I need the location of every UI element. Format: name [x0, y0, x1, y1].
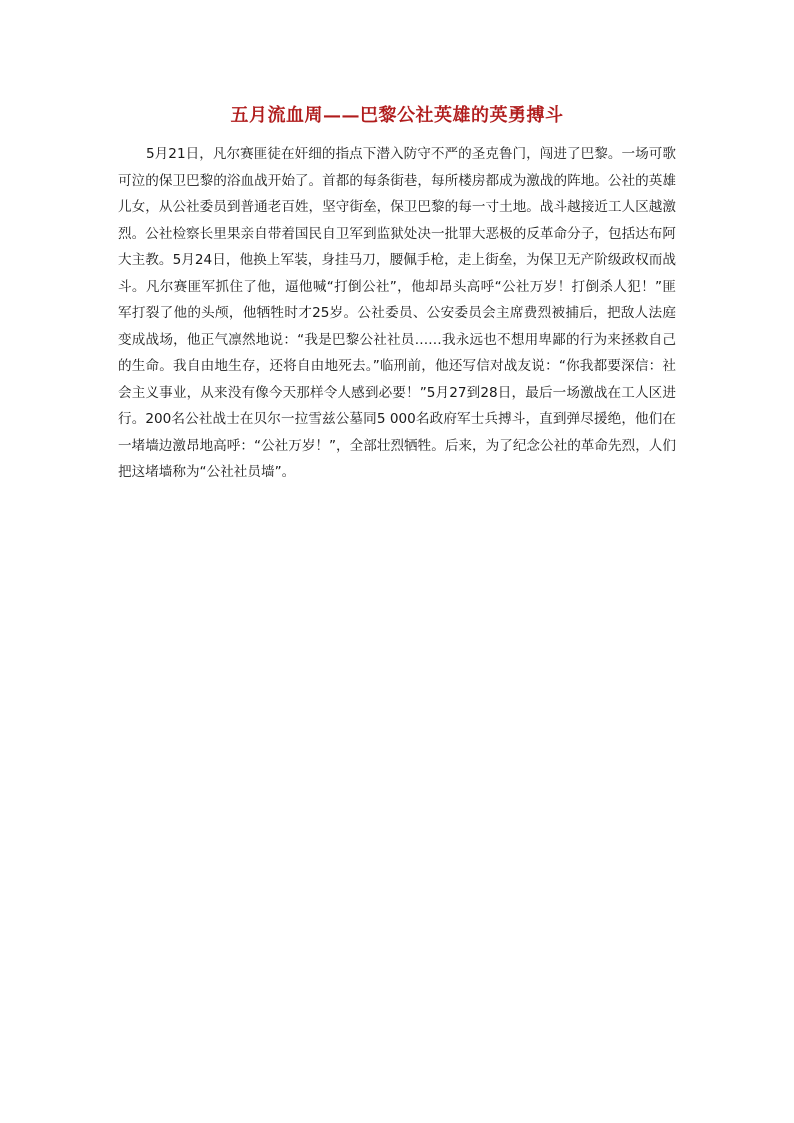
document-title: 五月流血周——巴黎公社英雄的英勇搏斗 [230, 105, 564, 126]
document-body-paragraph: 5月21日，凡尔赛匪徒在奸细的指点下潜入防守不严的圣克鲁门，闯进了巴黎。一场可歌可泣的保卫巴黎的浴血战开始了。首都的每条街巷，每所楼房都成为激战的阵地。公社的英雄儿女，从公社委员到普通老百姓，坚守街垒，保卫巴黎的每一寸土地。战斗越接近工人区越激烈。公社检察长里果亲自带着国民自卫军到监狱处决一批罪大恶极的反革命分子，包括达布阿大主教。5月24日，他换上军装，身挂马刀，腰佩手枪，走上街垒，为保卫无产阶级政权而战斗。凡尔赛匪军抓住了他，逼他喊“打倒公社”，他却昂头高呼“公社万岁！打倒杀人犯！”匪军打裂了他的头颅，他牺牲时才25岁。公社委员、公安委员会主席费烈被捕后，把敌人法庭变成战场，他正气凛然地说：“我是巴黎公社社员……我永远也不想用卑鄙的行为来拯救自己的生命。我自由地生存，还将自由地死去。”临刑前，他还写信对战友说：“你我都要深信：社会主义事业，从来没有像今天那样令人感到必要！”5月27到28日，最后一场激战在工人区进行。200名公社战士在贝尔一拉雪兹公墓同5 000名政府军士兵搏斗，直到弹尽援绝，他们在一堵墙边激昂地高呼：“公社万岁！”，全部壮烈牺牲。后来，为了纪念公社的革命先烈，人们把这堵墙称为“公社社员墙”。 [118, 146, 676, 480]
